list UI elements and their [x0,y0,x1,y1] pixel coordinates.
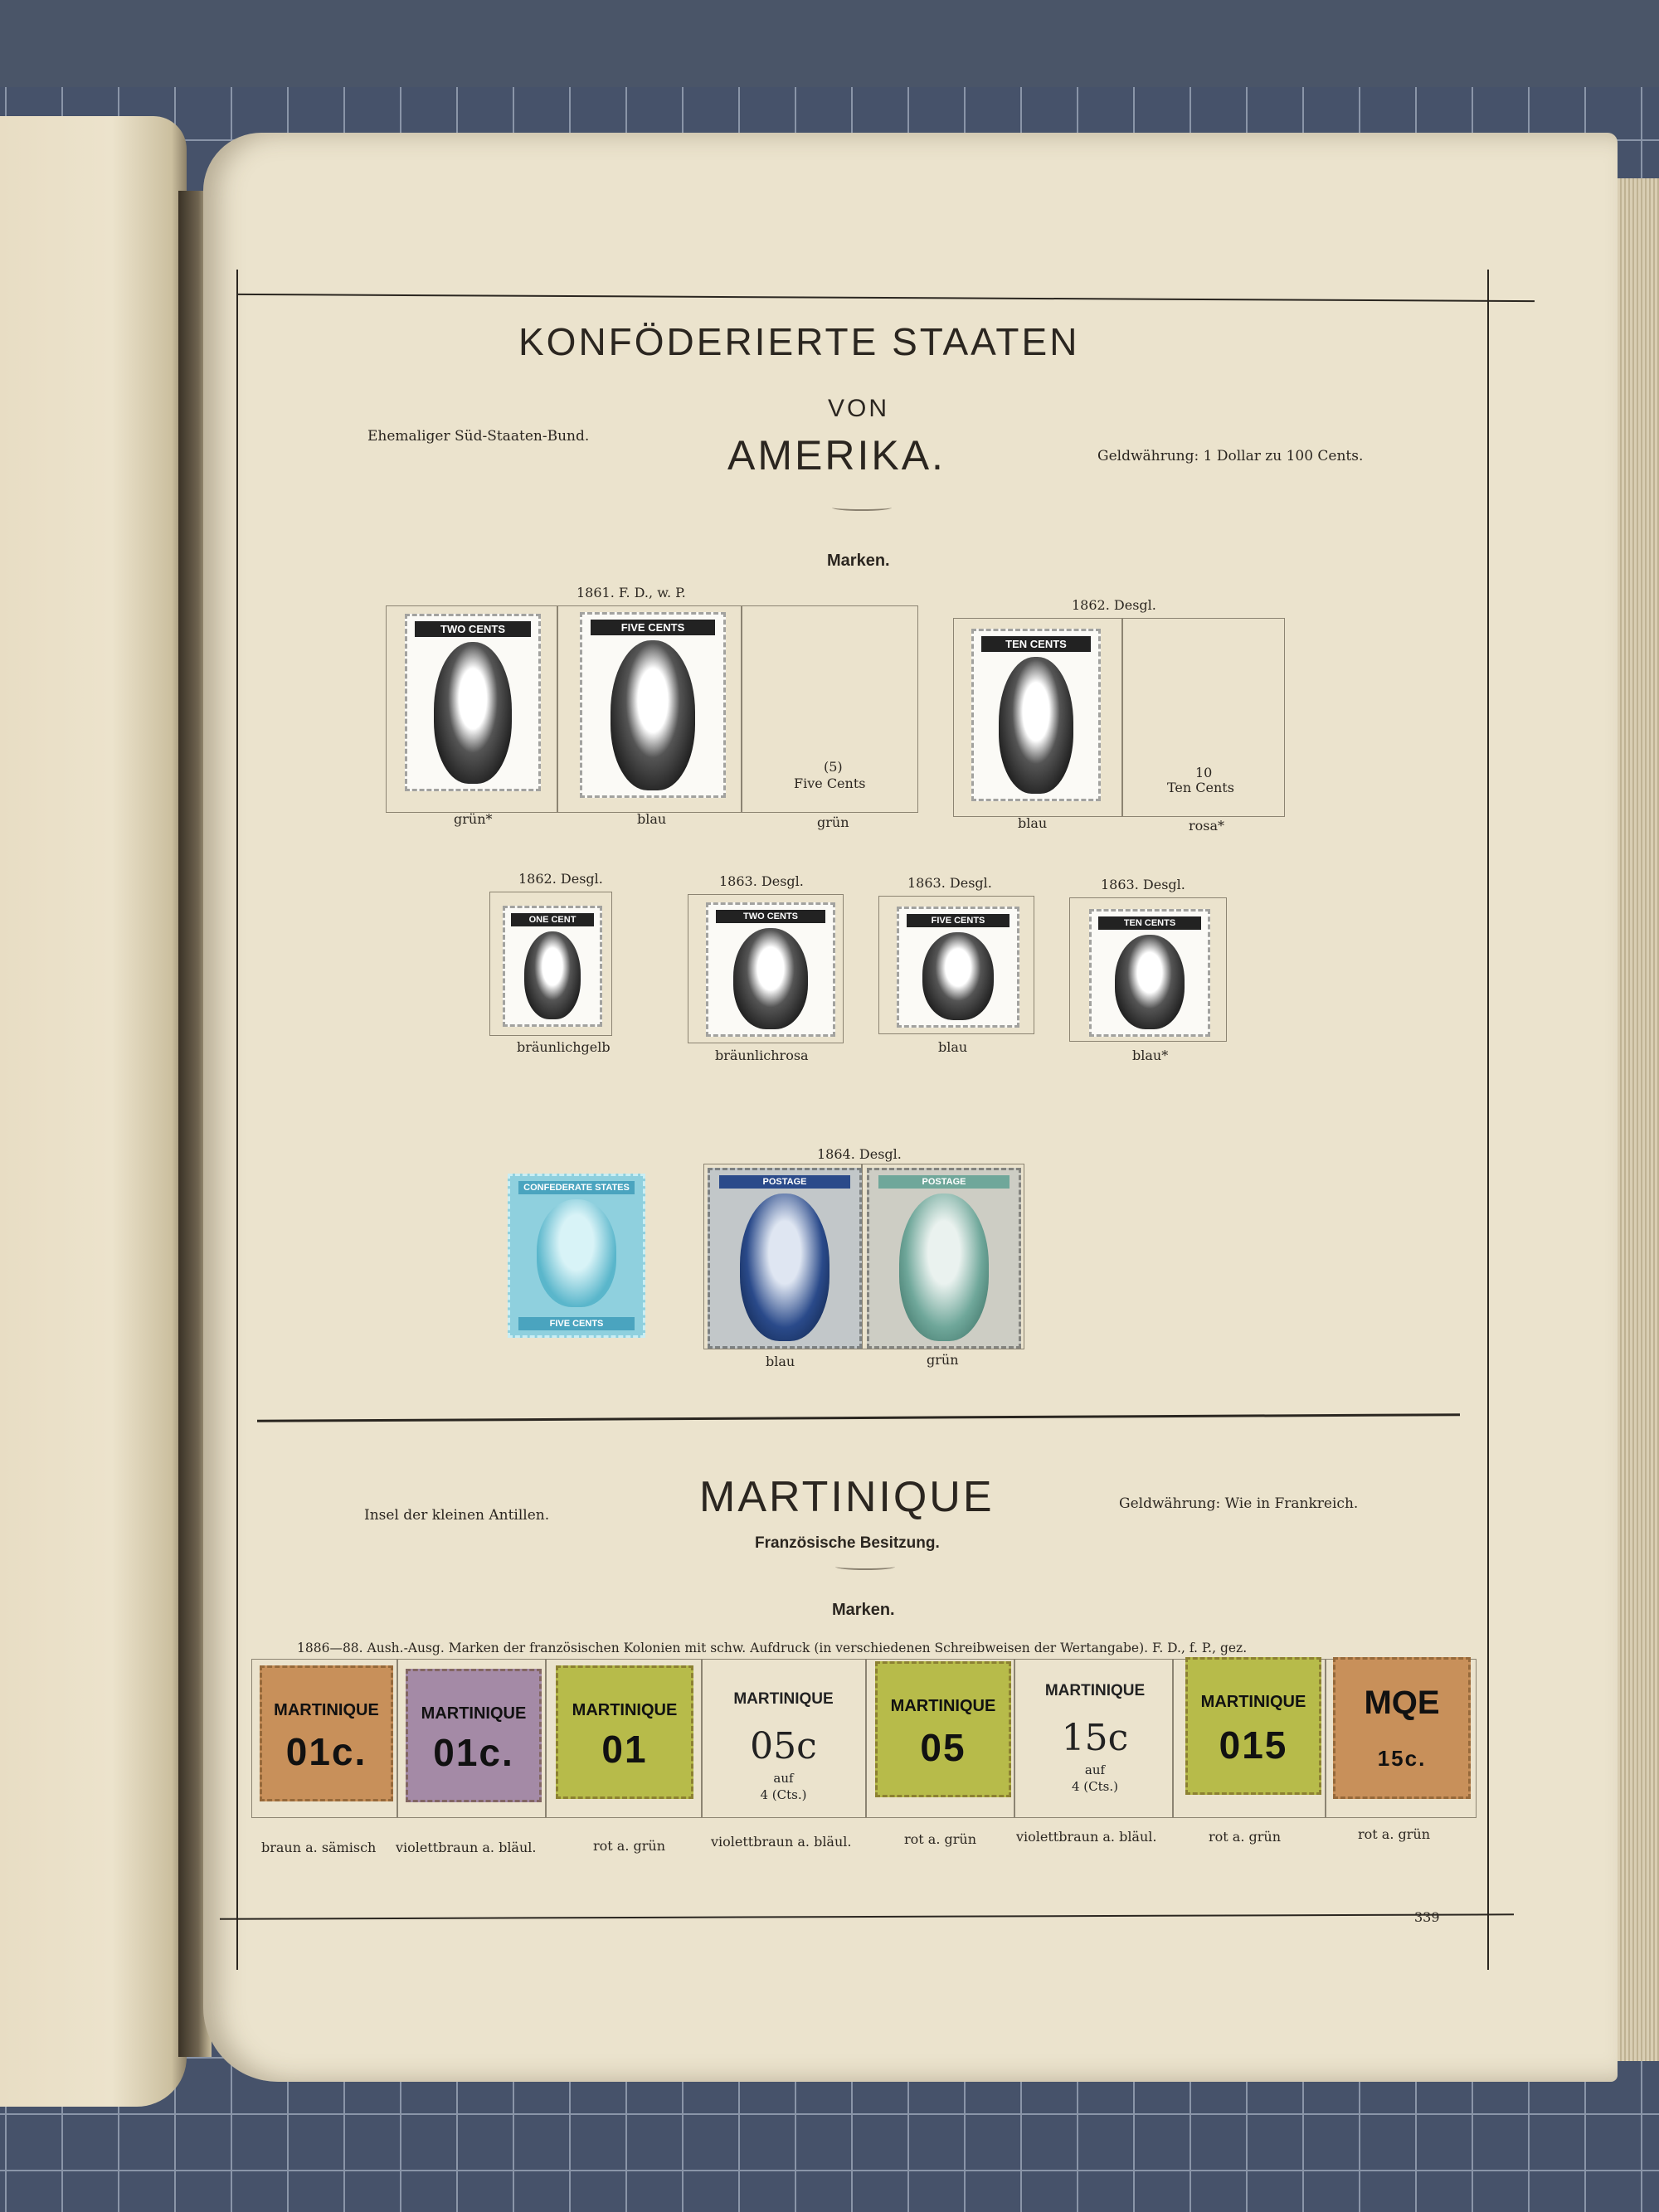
portrait-icon [740,1194,830,1341]
page-number: 339 [1414,1909,1440,1925]
caption: grün [817,814,849,830]
row2-year: 1863. Desgl. [719,873,804,889]
stamp-band: TEN CENTS [1098,916,1200,930]
stamp-five-cents-1863 [897,907,1019,1028]
strip-divider [1172,1659,1174,1818]
space-orig: 4 (Cts.) [1072,1779,1118,1794]
space-value: (5) [824,759,843,775]
frame-bottom-line [220,1913,1514,1919]
group2-label: 1862. Desgl. [1072,597,1156,613]
overprint-value: 01c. [285,1730,367,1773]
section2-right-note: Geldwährung: Wie in Frankreich. [1119,1495,1359,1512]
section2-heading: Marken. [832,1601,895,1619]
stamp-box-row1-divider1 [557,605,558,813]
stamp-band: POSTAGE [719,1175,850,1189]
caption: grün* [454,811,493,827]
portrait-icon [524,931,581,1019]
group1-label: 1861. F. D., w. P. [577,585,686,600]
portrait-icon [434,642,513,784]
section1-title-line1: KONFÖDERIERTE STAATEN [518,320,1080,363]
stamp-two-cents-1861 [405,614,541,791]
overprint-text: MARTINIQUE [274,1701,379,1719]
caption: rot a. grün [1209,1829,1282,1845]
overprint-text: MARTINIQUE [890,1697,996,1715]
portrait-icon [537,1199,616,1307]
space-text: Ten Cents [1167,780,1234,795]
section1-title-line3: AMERIKA. [727,432,946,479]
overprint-text: MARTINIQUE [421,1704,527,1723]
row2-year: 1863. Desgl. [1101,877,1185,892]
stamp-five-cents-light-blue [508,1174,645,1338]
caption: blau* [1132,1048,1169,1063]
martinique-stamp-7 [1185,1657,1321,1795]
overprint-text: MARTINIQUE [572,1701,678,1719]
stamp-band: TEN CENTS [981,636,1091,652]
left-page [0,116,187,2107]
space-value: 15c [1061,1717,1129,1759]
section2-subtitle: Französische Besitzung. [755,1534,940,1552]
section2-left-note: Insel der kleinen Antillen. [364,1507,550,1524]
overprint-value: 15c. [1377,1746,1427,1771]
overprint-text: MQE [1364,1685,1440,1721]
section1-title-line2: VON [828,395,890,422]
overprint-value: 05 [920,1726,966,1769]
martinique-stamp-5 [875,1661,1011,1797]
space-title: MARTINIQUE [1044,1682,1146,1699]
stamp-band: CONFEDERATE STATES [518,1181,635,1194]
stamp-box-row1-right-divider [1121,618,1123,817]
stamp-band: ONE CENT [511,913,594,926]
space-auf: auf [773,1771,794,1786]
portrait-icon [1115,935,1185,1029]
portrait-icon [611,640,695,790]
stamp-one-cent-1862 [503,906,602,1027]
overprint-value: 015 [1219,1723,1288,1767]
caption: rot a. grün [904,1831,977,1847]
overprint-text: MARTINIQUE [1200,1693,1306,1711]
portrait-icon [899,1194,989,1341]
strip-divider [1014,1659,1015,1818]
row2-year: 1862. Desgl. [518,871,603,887]
mat-top-edge [0,0,1659,87]
caption: rot a. grün [593,1838,666,1854]
space-orig: 4 (Cts.) [760,1787,807,1802]
caption: bräunlichrosa [715,1048,809,1063]
frame-top-line [236,294,1535,302]
section1-ornament [832,504,892,511]
stamp-band: TWO CENTS [716,910,825,923]
page-edges [1618,178,1659,2061]
caption: violettbraun a. bläul. [711,1834,852,1850]
caption: braun a. sämisch [261,1840,377,1855]
caption: bräunlichgelb [517,1039,611,1055]
strip-divider [865,1659,867,1818]
space-value: 05c [750,1725,817,1767]
caption: violettbraun a. bläul. [1016,1829,1157,1845]
frame-left-line [236,270,238,1970]
caption: grün [927,1352,959,1368]
section-divider [257,1413,1460,1422]
strip-divider [397,1659,398,1818]
section1-left-note: Ehemaliger Süd-Staaten-Bund. [367,428,590,445]
overprint-value: 01c. [433,1731,514,1774]
caption: blau [1018,815,1048,831]
caption: rot a. grün [1358,1826,1431,1842]
stamp-two-cents-1863 [706,902,835,1037]
space-title: MARTINIQUE [733,1690,834,1708]
stamp-band: FIVE CENTS [907,914,1010,927]
issue-text: 1886—88. Aush.-Ausg. Marken der französischen Kolonien mit schw. Aufdruck (in verschiedenen Schreibweisen der Wertangabe). F. D., f. P., gez. [297,1641,1248,1655]
stamp-ten-cents-1862 [971,629,1101,801]
stamp-band: POSTAGE [878,1175,1010,1189]
portrait-icon [999,657,1073,794]
caption: violettbraun a. bläul. [396,1840,537,1855]
portrait-icon [922,932,993,1020]
row3-year: 1864. Desgl. [817,1146,902,1162]
martinique-stamp-3 [556,1665,693,1799]
caption: rosa* [1189,818,1225,834]
martinique-stamp-1 [260,1665,393,1801]
stamp-bottom-band: FIVE CENTS [518,1317,635,1330]
strip-divider [545,1659,547,1818]
strip-divider [701,1659,703,1818]
frame-right-line [1487,270,1489,1970]
album-page [203,133,1618,2082]
section1-heading: Marken. [827,552,890,570]
overprint-value: 01 [601,1728,648,1771]
caption: blau [938,1039,968,1055]
space-value: 10 [1195,765,1213,780]
martinique-stamp-8 [1333,1657,1471,1799]
section2-ornament [835,1563,895,1570]
row2-year: 1863. Desgl. [907,875,992,891]
stamp-band: FIVE CENTS [591,620,715,635]
stamp-ten-cents-1863 [1089,909,1210,1037]
section1-right-note: Geldwährung: 1 Dollar zu 100 Cents. [1097,448,1364,464]
strip-divider [1325,1659,1326,1818]
caption: blau [637,811,667,827]
portrait-icon [733,928,808,1029]
stamp-ten-cents-blue-1864 [708,1168,862,1349]
stamp-box-row1-divider2 [741,605,742,813]
martinique-stamp-2 [406,1669,542,1802]
stamp-five-cents-1861 [580,612,726,798]
space-auf: auf [1084,1762,1106,1777]
section2-title: MARTINIQUE [699,1473,995,1521]
stamp-band: TWO CENTS [415,621,530,637]
space-text: Five Cents [794,775,866,791]
caption: blau [766,1354,795,1369]
stamp-ten-cents-green-1864 [867,1168,1021,1349]
